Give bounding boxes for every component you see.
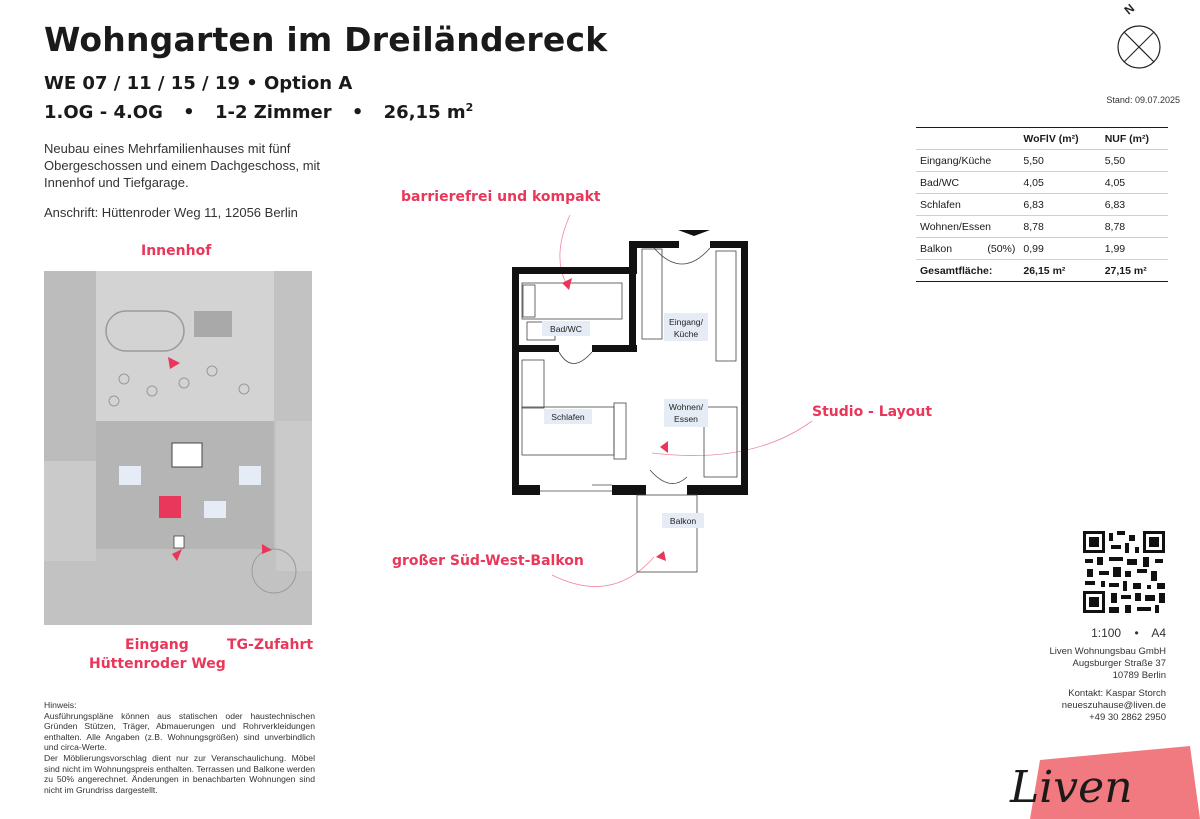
cell-wofiv: 8,78 <box>1019 216 1100 238</box>
header-wofiv: WoFlV (m²) <box>1019 128 1100 150</box>
cell-total-label: Gesamtfläche: <box>916 260 1019 282</box>
cell-room: Wohnen/Essen <box>916 216 1019 238</box>
cell-room-extra: (50%) <box>987 242 1016 255</box>
cell-nuf: 6,83 <box>1101 194 1168 216</box>
room-wohnen-2: Essen <box>674 414 698 424</box>
cell-room-name: Balkon <box>920 242 953 255</box>
project-address: Anschrift: Hüttenroder Weg 11, 12056 Berlin <box>44 205 298 220</box>
cell-wofiv: 0,99 <box>1019 238 1100 260</box>
contact-phone[interactable]: +49 30 2862 2950 <box>1089 712 1166 723</box>
rooms: 1-2 Zimmer <box>214 102 332 123</box>
room-eingang-1: Eingang/ <box>669 317 703 327</box>
disclaimer-note <box>44 700 315 795</box>
status-date: Stand: 09.07.2025 <box>1106 95 1180 105</box>
balkon-callout: großer Süd-West-Balkon <box>392 553 584 569</box>
table-total-row <box>916 260 1168 282</box>
floor-plan <box>392 185 952 605</box>
project-description: Neubau eines Mehrfamilienhauses mit fünf Obergeschossen und einem Dachgeschoss, mit Innenhof und Tiefgarage. <box>44 141 321 190</box>
area-unit-sup: 2 <box>465 101 474 114</box>
cell-room: Schlafen <box>916 194 1019 216</box>
note-text-1: Ausführungspläne können aus statischen oder haustechnischen Gründen Stützen, Träger, Abmauerungen und Rohrverkleidungen enthalten. Alle Angaben (z.B. Wohnungsgrößen) sind unverbindlich und circa-Werte. <box>44 710 315 753</box>
compass-icon <box>1108 0 1170 74</box>
cell-room: Eingang/Küche <box>916 150 1019 172</box>
bullet: • <box>1134 626 1139 640</box>
area-table <box>916 127 1168 282</box>
room-balkon: Balkon <box>669 516 697 526</box>
innenhof-label: Innenhof <box>141 243 212 259</box>
table-row <box>916 150 1168 172</box>
cell-wofiv: 4,05 <box>1019 172 1100 194</box>
paper-size: A4 <box>1151 626 1166 640</box>
site-plan <box>44 271 312 625</box>
cell-nuf: 8,78 <box>1101 216 1168 238</box>
note-text-2: Der Möblierungsvorschlag dient nur zur Veranschaulichung. Möbel sind nicht im Wohnungspreis enthalten. Terrassen und Balkone werden zu 50% angerechnet. Änderungen in benachbarten Wohnungen sind nicht im Grundriss dargestellt. <box>44 752 315 795</box>
cell-room: Bad/WC <box>916 172 1019 194</box>
eingang-label: Eingang <box>125 637 189 653</box>
cell-nuf: 4,05 <box>1101 172 1168 194</box>
page-title: Wohngarten im Dreiländereck <box>44 20 608 59</box>
scale-info <box>1091 626 1166 640</box>
company-street: Augsburger Straße 37 <box>1072 658 1166 669</box>
bullet: • <box>183 102 195 123</box>
studio-layout-callout: Studio - Layout <box>812 404 933 420</box>
cell-nuf: 5,50 <box>1101 150 1168 172</box>
table-row <box>916 238 1168 260</box>
scale: 1:100 <box>1091 626 1122 640</box>
unit-option-line: WE 07 / 11 / 15 / 19 • Option A <box>44 73 353 94</box>
tg-zufahrt-label: TG-Zufahrt <box>227 637 314 653</box>
header-nuf: NUF (m²) <box>1101 128 1168 150</box>
room-eingang-2: Küche <box>673 329 699 339</box>
note-heading: Hinweis: <box>44 700 77 710</box>
contact-person: Kontakt: Kaspar Storch <box>1068 688 1166 699</box>
contact-block <box>1062 688 1166 724</box>
header-room <box>916 128 1019 150</box>
eingang-street-label: Hüttenroder Weg <box>89 656 226 672</box>
cell-nuf: 1,99 <box>1101 238 1168 260</box>
table-row <box>916 216 1168 238</box>
total-area: 26,15 m <box>383 102 466 123</box>
cell-wofiv: 5,50 <box>1019 150 1100 172</box>
contact-email[interactable]: neueszuhause@liven.de <box>1061 700 1166 711</box>
company-block <box>1049 646 1166 682</box>
floors: 1.OG - 4.OG <box>44 102 163 123</box>
table-row <box>916 172 1168 194</box>
cell-room <box>916 238 1019 260</box>
cell-total-wofiv: 26,15 m² <box>1019 260 1100 282</box>
cell-total-nuf: 27,15 m² <box>1101 260 1168 282</box>
table-row <box>916 194 1168 216</box>
table-header-row <box>916 128 1168 150</box>
logo-text: Liven <box>1010 762 1133 813</box>
liven-logo <box>1000 740 1200 819</box>
room-wohnen-1: Wohnen/ <box>668 402 704 412</box>
qr-code[interactable] <box>1083 531 1165 613</box>
room-bad: Bad/WC <box>550 324 582 334</box>
bullet: • <box>351 102 364 123</box>
barrierefrei-callout: barrierefrei und kompakt <box>401 189 601 205</box>
cell-wofiv: 6,83 <box>1019 194 1100 216</box>
company-city: 10789 Berlin <box>1112 670 1166 681</box>
unit-summary-line <box>44 101 473 123</box>
company-name: Liven Wohnungsbau GmbH <box>1049 646 1166 657</box>
compass-north-label: N <box>1121 1 1138 18</box>
room-schlafen: Schlafen <box>551 412 585 422</box>
